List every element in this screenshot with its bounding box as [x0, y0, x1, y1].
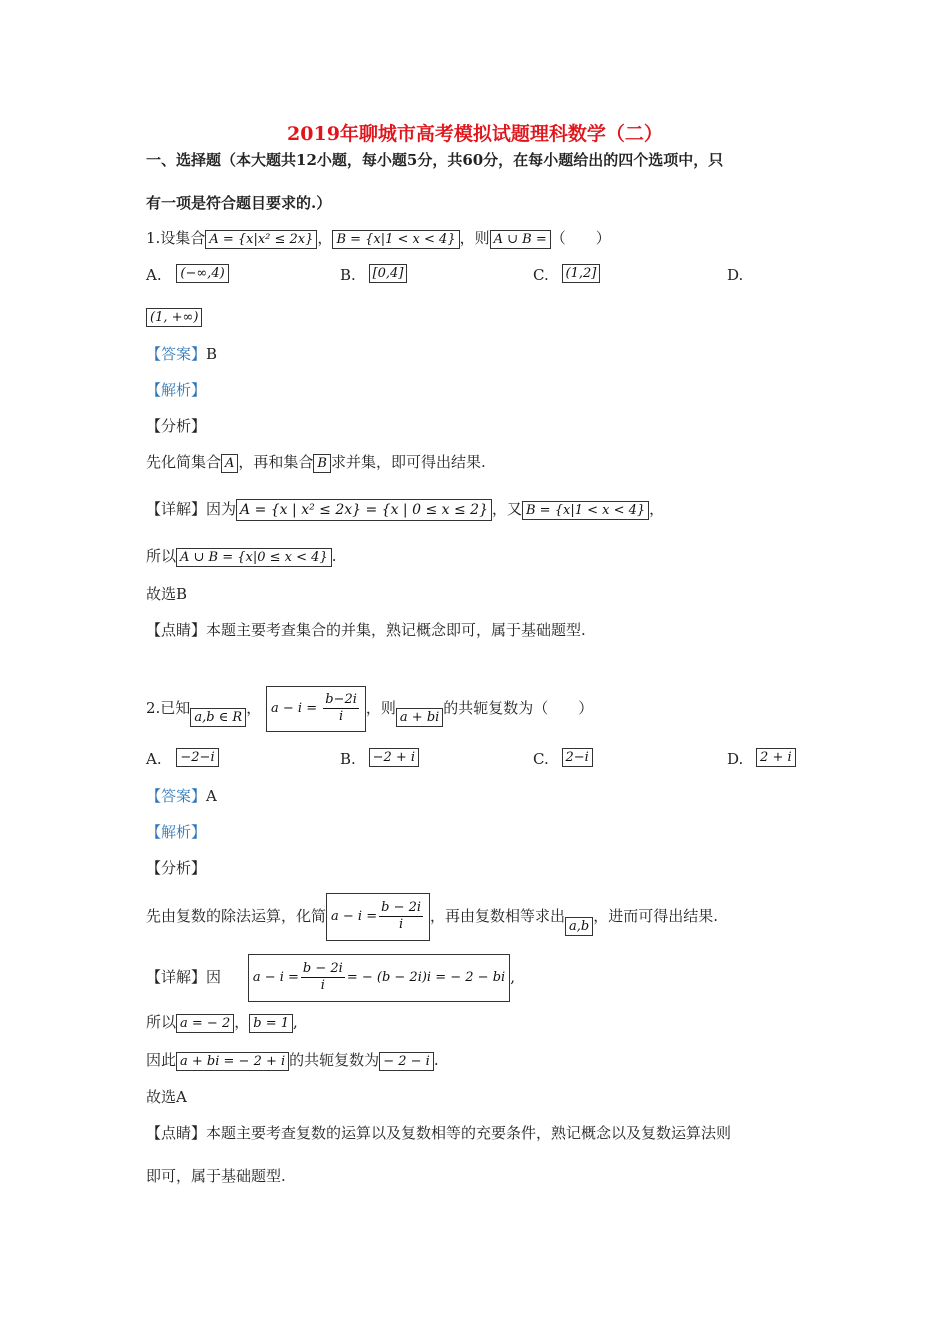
q2-detail-rhs: = − (b − 2i)i = − 2 − bi — [346, 970, 506, 985]
q1-option-b — [340, 264, 407, 286]
q2-analysis-math — [326, 893, 430, 941]
q1-option-c-math: (1,2] — [562, 264, 601, 283]
q2-detail — [146, 954, 515, 1002]
q1-then: ，则 — [459, 229, 490, 247]
q2-equation-math — [266, 686, 366, 732]
q2-comment-text1: 本题主要考查复数的运算以及复数相等的充要条件，熟记概念以及复数运算法则 — [206, 1124, 732, 1142]
q1-union-math: A ∪ B = — [490, 230, 551, 249]
q1-comment-text: 本题主要考查集合的并集，熟记概念即可，属于基础题型. — [206, 621, 586, 639]
q2-comment-tag: 【点睛】 — [146, 1124, 207, 1142]
q1-stem — [146, 227, 611, 249]
q2-yinci — [146, 1049, 439, 1071]
q2-option-d — [727, 748, 796, 770]
q2-option-a-letter: A. — [146, 750, 162, 768]
q2-option-b-math: −2 + i — [369, 748, 419, 767]
q1-detail-math2: B = {x|1 < x < 4} — [522, 501, 649, 520]
q1-analysis-a-math: A — [221, 454, 238, 473]
q1-suoyi-end: . — [331, 547, 337, 565]
q1-detail-tag: 【详解】 — [146, 500, 207, 518]
q2-analysis-post: ，进而可得出结果. — [593, 907, 719, 925]
q1-analysis — [146, 451, 486, 473]
q1-answer-value: B — [206, 345, 218, 363]
q2-analysis-pre: 先由复数的除法运算，化简 — [146, 907, 327, 925]
q1-set-a-math: A = {x|x² ≤ 2x} — [205, 230, 317, 249]
q1-detail-end: ， — [649, 500, 665, 518]
q1-fenxi-tag: 【分析】 — [146, 417, 207, 435]
q1-option-b-math: [0,4] — [369, 264, 408, 283]
q1-comment — [146, 619, 586, 641]
q2-detail-numerator: b − 2i — [302, 961, 343, 976]
q2-suffix: 的共轭复数为（ ） — [443, 699, 594, 717]
q1-suoyi-label: 所以 — [146, 547, 177, 565]
q1-suoyi-math: A ∪ B = {x|0 ≤ x < 4} — [176, 548, 332, 567]
q1-answer — [146, 343, 217, 365]
q1-analysis-post: 求并集，即可得出结果. — [330, 453, 486, 471]
q1-answer-tag: 【答案】 — [146, 345, 207, 363]
q2-eq-numerator: b−2i — [325, 692, 357, 707]
q2-expr-math: a + bi — [396, 708, 443, 727]
q1-prefix: 1.设集合 — [146, 229, 206, 247]
q1-detail-math: A = {x | x² ≤ 2x} = {x | 0 ≤ x ≤ 2} — [236, 499, 492, 521]
q2-suoyi-b-math: b = 1 — [249, 1014, 293, 1033]
q1-analysis-pre: 先化简集合 — [146, 453, 222, 471]
q1-choose: 故选B — [146, 585, 188, 603]
q2-eq-lhs: a − i = — [271, 701, 318, 716]
q1-detail — [146, 498, 664, 521]
q2-detail-fraction — [301, 961, 345, 994]
q2-suoyi-end: , — [293, 1013, 298, 1031]
q2-yinci-label: 因此 — [146, 1051, 177, 1069]
section-heading-line1: 一、选择题（本大题共12小题，每小题5分，共60分，在每小题给出的四个选项中，只 — [146, 151, 724, 169]
q1-set-b-math: B = {x|1 < x < 4} — [332, 230, 459, 249]
q2-yinci-math: a + bi = − 2 + i — [176, 1052, 289, 1071]
q2-yinci-end: . — [433, 1051, 439, 1069]
q2-option-d-letter: D. — [727, 750, 744, 768]
q2-detail-math — [248, 954, 510, 1002]
q2-option-d-math: 2 + i — [756, 748, 796, 767]
q2-suoyi-label: 所以 — [146, 1013, 177, 1031]
q2-detail-tag: 【详解】 — [146, 968, 207, 986]
q2-answer — [146, 785, 217, 807]
q2-eq-fraction — [323, 692, 359, 725]
q2-analysis-denominator: i — [398, 917, 404, 932]
q1-suoyi — [146, 545, 337, 567]
q1-sep: ， — [317, 229, 333, 247]
q2-analysis-numerator: b − 2i — [381, 900, 422, 915]
q1-option-a-letter: A. — [146, 266, 162, 284]
q1-option-b-letter: B. — [340, 266, 356, 284]
q1-paren: （ ） — [550, 229, 611, 247]
q2-eq-denominator: i — [338, 709, 344, 724]
q2-comment-line1 — [146, 1122, 731, 1144]
q1-option-d-letter: D. — [727, 266, 744, 284]
q2-analysis-lhs: a − i = — [331, 909, 378, 924]
q2-option-c-math: 2−i — [562, 748, 593, 767]
q1-option-d — [146, 305, 202, 327]
q2-option-b — [340, 748, 419, 770]
q1-option-c-letter: C. — [533, 266, 549, 284]
q2-option-a-math: −2−i — [176, 748, 218, 767]
q2-answer-value: A — [206, 787, 217, 805]
q2-jiexi-tag: 【解析】 — [146, 823, 207, 841]
q1-option-a-math: (−∞,4) — [176, 264, 228, 283]
q2-prefix: 2.已知 — [146, 699, 191, 717]
q2-suoyi-sep: ， — [234, 1013, 250, 1031]
q2-comment-line2: 即可，属于基础题型. — [146, 1167, 286, 1185]
q1-option-c — [533, 264, 600, 286]
q1-option-d-math: (1, +∞) — [146, 308, 202, 327]
q2-analysis — [146, 893, 718, 941]
q2-sep: ， — [246, 699, 262, 717]
q2-stem — [146, 686, 593, 732]
q1-detail-pre: 因为 — [206, 500, 237, 518]
q2-option-c — [533, 748, 593, 770]
q2-suoyi — [146, 1011, 298, 1033]
q1-comment-tag: 【点睛】 — [146, 621, 207, 639]
q2-analysis-fraction — [379, 900, 423, 933]
q1-jiexi-tag: 【解析】 — [146, 381, 207, 399]
q2-detail-pre: 因 — [206, 968, 222, 986]
q2-choose: 故选A — [146, 1088, 187, 1106]
q2-suoyi-a-math: a = − 2 — [176, 1014, 234, 1033]
q2-yinci-math2: − 2 − i — [379, 1052, 434, 1071]
q2-detail-lhs: a − i = — [252, 970, 299, 985]
q2-detail-end: , — [510, 968, 515, 986]
q2-cond-math: a,b ∈ R — [190, 708, 246, 727]
q2-then: ，则 — [365, 699, 396, 717]
q2-detail-denominator: i — [320, 978, 325, 993]
q2-option-b-letter: B. — [340, 750, 356, 768]
q1-analysis-b-math: B — [313, 454, 331, 473]
q2-analysis-ab-math: a,b — [565, 917, 593, 936]
page-title: 2019年聊城市高考模拟试题理科数学（二） — [287, 123, 663, 145]
section-heading-line2: 有一项是符合题目要求的.） — [146, 194, 332, 212]
q2-yinci-mid: 的共轭复数为 — [289, 1051, 380, 1069]
q1-analysis-mid: ，再和集合 — [238, 453, 314, 471]
q2-answer-tag: 【答案】 — [146, 787, 207, 805]
q2-analysis-mid: ，再由复数相等求出 — [430, 907, 566, 925]
q1-detail-mid: ，又 — [491, 500, 522, 518]
q2-option-a — [146, 748, 219, 770]
q2-option-c-letter: C. — [533, 750, 549, 768]
q1-option-a — [146, 264, 229, 286]
q2-fenxi-tag: 【分析】 — [146, 859, 207, 877]
